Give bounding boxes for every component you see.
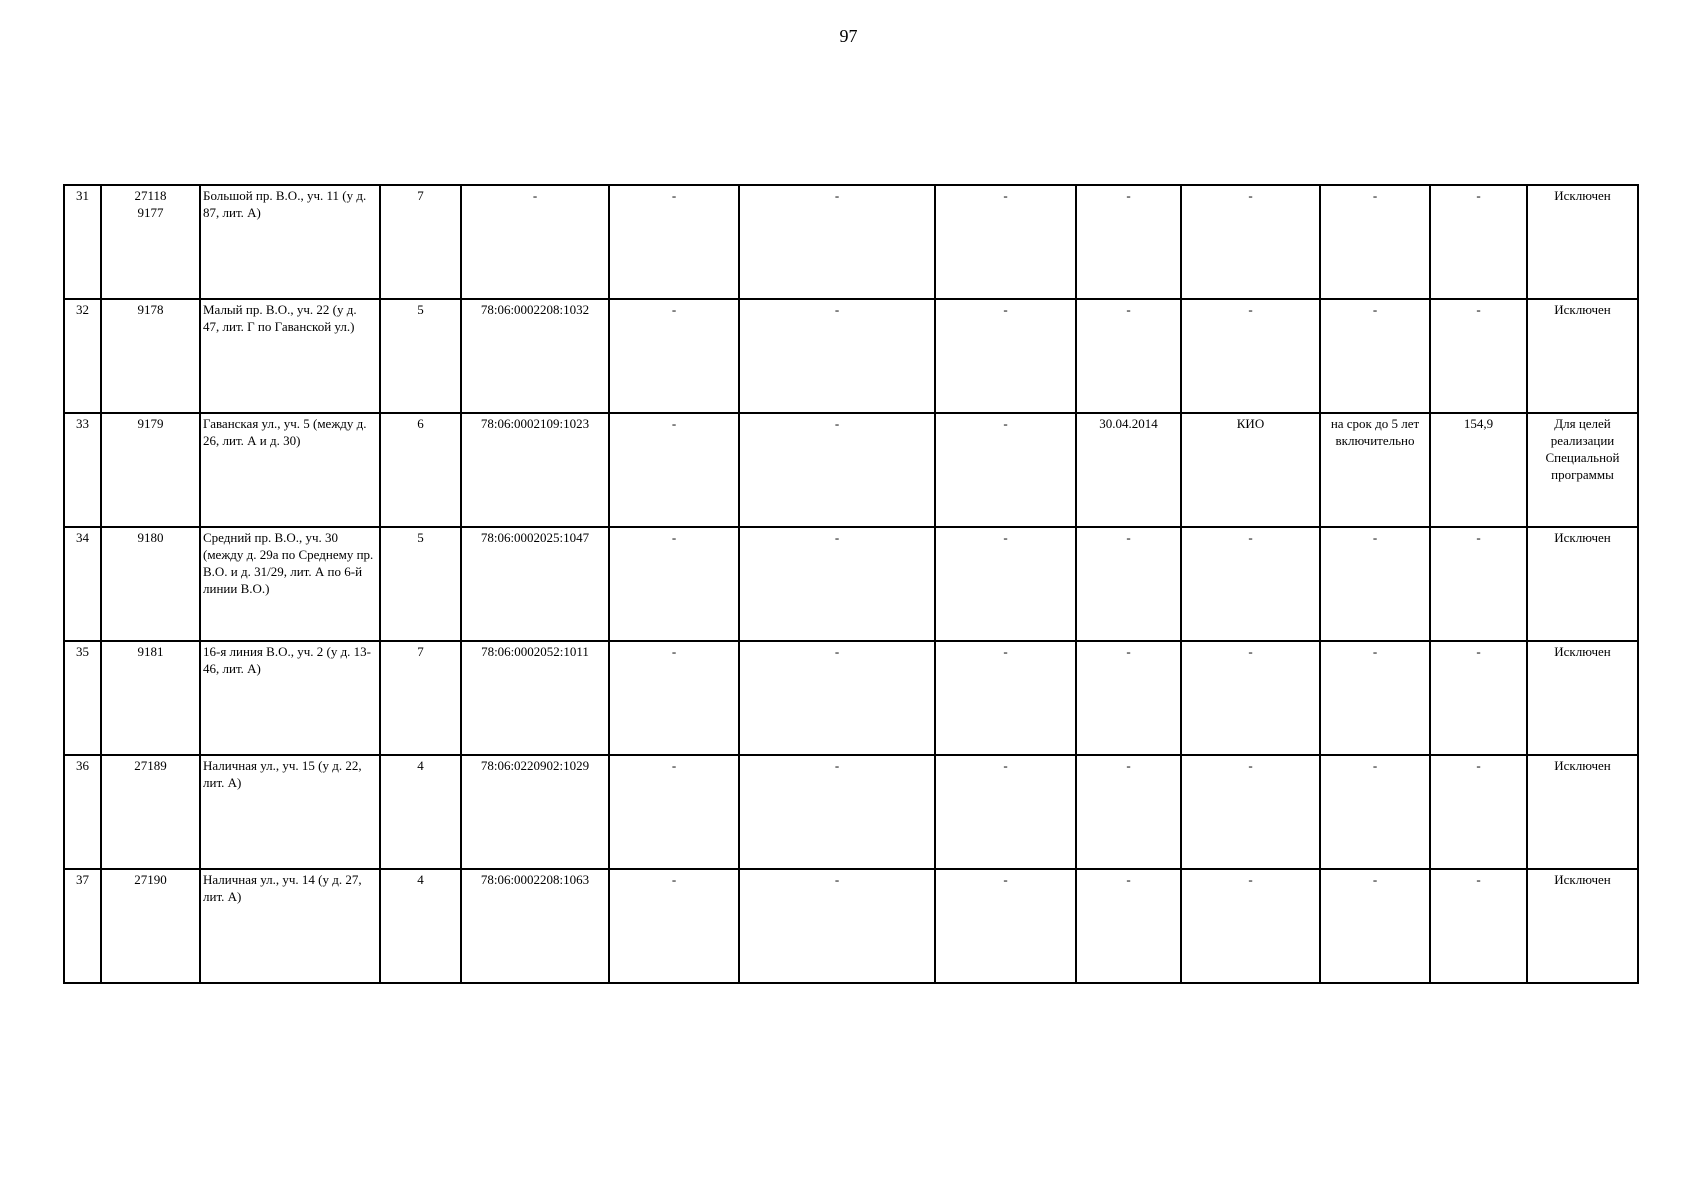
cell-status: Исключен xyxy=(1527,185,1638,299)
cell-area: - xyxy=(1430,299,1527,413)
cell-object-code: 9178 xyxy=(101,299,200,413)
cell-row-number: 35 xyxy=(64,641,101,755)
cell-row-number: 37 xyxy=(64,869,101,983)
cell-authority: - xyxy=(1181,869,1320,983)
cell-date: - xyxy=(1076,299,1181,413)
table-row xyxy=(64,527,1638,641)
cell-row-number: 34 xyxy=(64,527,101,641)
cell-area: - xyxy=(1430,755,1527,869)
cell-cadastral-number: 78:06:0002109:1023 xyxy=(461,413,609,527)
cell-column-4: 4 xyxy=(380,755,461,869)
cell-date: 30.04.2014 xyxy=(1076,413,1181,527)
cell-row-number: 36 xyxy=(64,755,101,869)
cell-column-6: - xyxy=(609,869,739,983)
cell-term: на срок до 5 лет включительно xyxy=(1320,413,1430,527)
cell-column-6: - xyxy=(609,413,739,527)
cell-term: - xyxy=(1320,869,1430,983)
cell-term: - xyxy=(1320,641,1430,755)
cell-cadastral-number: 78:06:0002025:1047 xyxy=(461,527,609,641)
cell-column-6: - xyxy=(609,755,739,869)
cell-column-4: 5 xyxy=(380,527,461,641)
cell-object-code: 9180 xyxy=(101,527,200,641)
cell-area: - xyxy=(1430,641,1527,755)
cell-column-7: - xyxy=(739,413,935,527)
table-row xyxy=(64,869,1638,983)
cell-column-4: 5 xyxy=(380,299,461,413)
cell-date: - xyxy=(1076,185,1181,299)
cell-area: - xyxy=(1430,527,1527,641)
cell-area: - xyxy=(1430,185,1527,299)
cell-address: Большой пр. В.О., уч. 11 (у д. 87, лит. А) xyxy=(200,185,380,299)
cell-authority: - xyxy=(1181,641,1320,755)
cell-object-code: 9179 xyxy=(101,413,200,527)
cell-address: 16-я линия В.О., уч. 2 (у д. 13-46, лит. А) xyxy=(200,641,380,755)
cell-area: 154,9 xyxy=(1430,413,1527,527)
cell-column-4: 6 xyxy=(380,413,461,527)
cell-cadastral-number: 78:06:0002208:1063 xyxy=(461,869,609,983)
cell-object-code: 27190 xyxy=(101,869,200,983)
cell-status: Для целей реализации Специальной программы xyxy=(1527,413,1638,527)
cell-date: - xyxy=(1076,641,1181,755)
cell-address: Наличная ул., уч. 14 (у д. 27, лит. А) xyxy=(200,869,380,983)
cell-column-7: - xyxy=(739,755,935,869)
cell-column-7: - xyxy=(739,527,935,641)
cell-row-number: 32 xyxy=(64,299,101,413)
cell-authority: - xyxy=(1181,527,1320,641)
page-number: 97 xyxy=(839,26,858,46)
cell-status: Исключен xyxy=(1527,641,1638,755)
cell-object-code: 27118 9177 xyxy=(101,185,200,299)
cell-authority: - xyxy=(1181,185,1320,299)
cell-term: - xyxy=(1320,299,1430,413)
cell-column-6: - xyxy=(609,641,739,755)
cell-column-8: - xyxy=(935,185,1076,299)
cell-column-8: - xyxy=(935,413,1076,527)
cell-column-8: - xyxy=(935,527,1076,641)
cell-column-7: - xyxy=(739,299,935,413)
cell-cadastral-number: 78:06:0002052:1011 xyxy=(461,641,609,755)
cell-address: Малый пр. В.О., уч. 22 (у д. 47, лит. Г по Гаванской ул.) xyxy=(200,299,380,413)
cell-column-7: - xyxy=(739,185,935,299)
cell-cadastral-number: 78:06:0220902:1029 xyxy=(461,755,609,869)
cell-column-8: - xyxy=(935,641,1076,755)
table-row xyxy=(64,641,1638,755)
cell-address: Гаванская ул., уч. 5 (между д. 26, лит. А и д. 30) xyxy=(200,413,380,527)
cell-cadastral-number: - xyxy=(461,185,609,299)
table-row xyxy=(64,413,1638,527)
cell-column-6: - xyxy=(609,299,739,413)
cell-column-4: 7 xyxy=(380,641,461,755)
cell-column-7: - xyxy=(739,641,935,755)
cell-column-6: - xyxy=(609,527,739,641)
cell-status: Исключен xyxy=(1527,299,1638,413)
cell-row-number: 31 xyxy=(64,185,101,299)
table-row xyxy=(64,299,1638,413)
cell-cadastral-number: 78:06:0002208:1032 xyxy=(461,299,609,413)
cell-column-8: - xyxy=(935,755,1076,869)
cell-address: Средний пр. В.О., уч. 30 (между д. 29а по Среднему пр. В.О. и д. 31/29, лит. А по 6-й линии В.О.) xyxy=(200,527,380,641)
cell-authority: - xyxy=(1181,299,1320,413)
cell-term: - xyxy=(1320,527,1430,641)
cell-column-6: - xyxy=(609,185,739,299)
cell-term: - xyxy=(1320,185,1430,299)
cell-status: Исключен xyxy=(1527,527,1638,641)
cell-status: Исключен xyxy=(1527,869,1638,983)
cell-date: - xyxy=(1076,869,1181,983)
register-table xyxy=(63,184,1639,984)
cell-area: - xyxy=(1430,869,1527,983)
cell-row-number: 33 xyxy=(64,413,101,527)
cell-status: Исключен xyxy=(1527,755,1638,869)
cell-authority: КИО xyxy=(1181,413,1320,527)
cell-address: Наличная ул., уч. 15 (у д. 22, лит. А) xyxy=(200,755,380,869)
table-row xyxy=(64,755,1638,869)
cell-column-8: - xyxy=(935,299,1076,413)
cell-term: - xyxy=(1320,755,1430,869)
cell-column-7: - xyxy=(739,869,935,983)
cell-column-4: 7 xyxy=(380,185,461,299)
table-row xyxy=(64,185,1638,299)
cell-object-code: 27189 xyxy=(101,755,200,869)
cell-date: - xyxy=(1076,755,1181,869)
cell-column-8: - xyxy=(935,869,1076,983)
table-body xyxy=(64,185,1638,983)
cell-column-4: 4 xyxy=(380,869,461,983)
cell-authority: - xyxy=(1181,755,1320,869)
cell-date: - xyxy=(1076,527,1181,641)
cell-object-code: 9181 xyxy=(101,641,200,755)
